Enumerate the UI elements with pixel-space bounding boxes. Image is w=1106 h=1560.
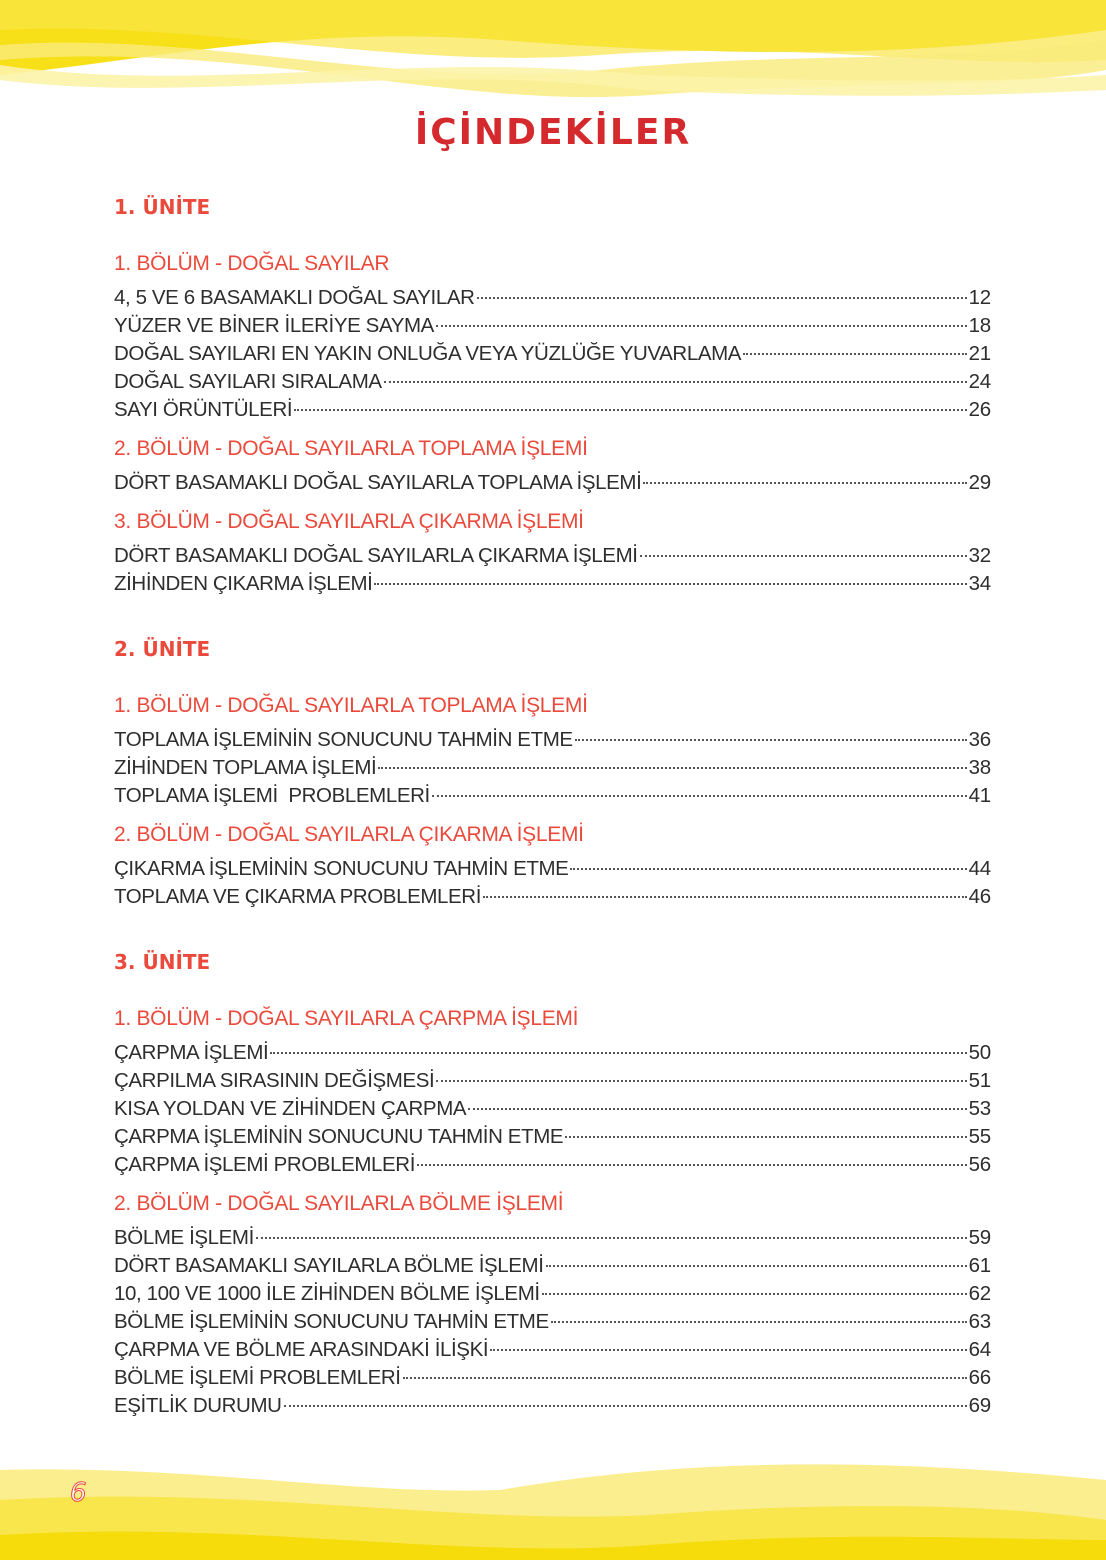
dot-leader bbox=[640, 555, 967, 557]
unit-heading: 2. ÜNİTE bbox=[114, 637, 211, 661]
entry-title: ÇIKARMA İŞLEMİNİN SONUCUNU TAHMİN ETME bbox=[114, 857, 569, 880]
toc-entry[interactable] bbox=[114, 1067, 991, 1095]
entry-title: TOPLAMA İŞLEMİ PROBLEMLERİ bbox=[114, 784, 430, 807]
toc-entry[interactable] bbox=[114, 396, 991, 424]
chapter-heading: 1. BÖLÜM - DOĞAL SAYILARLA ÇARPMA İŞLEMİ bbox=[114, 1007, 579, 1030]
toc-entry[interactable] bbox=[114, 782, 991, 810]
entry-title: DÖRT BASAMAKLI DOĞAL SAYILARLA ÇIKARMA İŞLEMİ bbox=[114, 544, 638, 567]
entry-title: ZİHİNDEN ÇIKARMA İŞLEMİ bbox=[114, 572, 373, 595]
dot-leader bbox=[490, 1349, 966, 1351]
dot-leader bbox=[432, 795, 967, 797]
toc-entry[interactable] bbox=[114, 1039, 991, 1067]
entry-page-number: 61 bbox=[968, 1254, 991, 1277]
toc-entry[interactable] bbox=[114, 726, 991, 754]
toc-entry[interactable] bbox=[114, 1151, 991, 1179]
toc-entry[interactable] bbox=[114, 368, 991, 396]
page-number: 6 bbox=[70, 1478, 87, 1508]
entry-title: ÇARPILMA SIRASININ DEĞİŞMESİ bbox=[114, 1069, 435, 1092]
dot-leader bbox=[417, 1164, 967, 1166]
entry-title: ÇARPMA İŞLEMİ bbox=[114, 1041, 269, 1064]
dot-leader bbox=[468, 1108, 966, 1110]
entry-title: ÇARPMA İŞLEMİNİN SONUCUNU TAHMİN ETME bbox=[114, 1125, 564, 1148]
dot-leader bbox=[575, 739, 967, 741]
top-wave-decoration bbox=[0, 0, 1106, 110]
entry-page-number: 38 bbox=[968, 756, 991, 779]
dot-leader bbox=[483, 896, 967, 898]
dot-leader bbox=[743, 353, 967, 355]
bottom-wave-decoration bbox=[0, 1445, 1106, 1560]
entry-page-number: 50 bbox=[968, 1041, 991, 1064]
entry-title: DÖRT BASAMAKLI SAYILARLA BÖLME İŞLEMİ bbox=[114, 1254, 544, 1277]
chapter-heading: 2. BÖLÜM - DOĞAL SAYILARLA BÖLME İŞLEMİ bbox=[114, 1192, 564, 1215]
chapter-heading: 3. BÖLÜM - DOĞAL SAYILARLA ÇIKARMA İŞLEMİ bbox=[114, 510, 584, 533]
entry-page-number: 69 bbox=[968, 1394, 991, 1417]
entry-title: 4, 5 VE 6 BASAMAKLI DOĞAL SAYILAR bbox=[114, 286, 475, 309]
entry-page-number: 46 bbox=[968, 885, 991, 908]
dot-leader bbox=[551, 1321, 967, 1323]
toc-entry[interactable] bbox=[114, 1308, 991, 1336]
entry-page-number: 56 bbox=[968, 1153, 991, 1176]
toc-entry[interactable] bbox=[114, 312, 991, 340]
entry-title: TOPLAMA İŞLEMİNİN SONUCUNU TAHMİN ETME bbox=[114, 728, 573, 751]
entry-page-number: 24 bbox=[968, 370, 991, 393]
entry-title: BÖLME İŞLEMİNİN SONUCUNU TAHMİN ETME bbox=[114, 1310, 549, 1333]
toc-entry[interactable] bbox=[114, 1224, 991, 1252]
dot-leader bbox=[477, 297, 967, 299]
dot-leader bbox=[436, 1080, 966, 1082]
entry-page-number: 32 bbox=[968, 544, 991, 567]
entry-title: TOPLAMA VE ÇIKARMA PROBLEMLERİ bbox=[114, 885, 481, 908]
entry-title: BÖLME İŞLEMİ PROBLEMLERİ bbox=[114, 1366, 401, 1389]
entry-page-number: 36 bbox=[968, 728, 991, 751]
dot-leader bbox=[546, 1265, 967, 1267]
dot-leader bbox=[378, 767, 966, 769]
entry-title: DOĞAL SAYILARI SIRALAMA bbox=[114, 370, 382, 393]
chapter-heading: 2. BÖLÜM - DOĞAL SAYILARLA TOPLAMA İŞLEMİ bbox=[114, 437, 588, 460]
entry-page-number: 55 bbox=[968, 1125, 991, 1148]
entry-title: BÖLME İŞLEMİ bbox=[114, 1226, 254, 1249]
entry-title: ÇARPMA İŞLEMİ PROBLEMLERİ bbox=[114, 1153, 416, 1176]
entry-page-number: 12 bbox=[968, 286, 991, 309]
entry-title: 10, 100 VE 1000 İLE ZİHİNDEN BÖLME İŞLEMİ bbox=[114, 1282, 540, 1305]
toc-entry[interactable] bbox=[114, 1280, 991, 1308]
toc-entry[interactable] bbox=[114, 754, 991, 782]
entry-title: ZİHİNDEN TOPLAMA İŞLEMİ bbox=[114, 756, 377, 779]
entry-page-number: 53 bbox=[968, 1097, 991, 1120]
unit-heading: 1. ÜNİTE bbox=[114, 195, 211, 219]
toc-entry[interactable] bbox=[114, 1336, 991, 1364]
entry-page-number: 64 bbox=[968, 1338, 991, 1361]
dot-leader bbox=[384, 381, 967, 383]
dot-leader bbox=[256, 1237, 967, 1239]
toc-entry[interactable] bbox=[114, 855, 991, 883]
toc-entry[interactable] bbox=[114, 1252, 991, 1280]
toc-entry[interactable] bbox=[114, 469, 991, 497]
toc-entry[interactable] bbox=[114, 883, 991, 911]
entry-page-number: 41 bbox=[968, 784, 991, 807]
dot-leader bbox=[294, 409, 966, 411]
unit-heading: 3. ÜNİTE bbox=[114, 950, 211, 974]
entry-title: EŞİTLİK DURUMU bbox=[114, 1394, 282, 1417]
dot-leader bbox=[565, 1136, 966, 1138]
entry-page-number: 59 bbox=[968, 1226, 991, 1249]
dot-leader bbox=[270, 1052, 966, 1054]
entry-title: YÜZER VE BİNER İLERİYE SAYMA bbox=[114, 314, 434, 337]
entry-title: KISA YOLDAN VE ZİHİNDEN ÇARPMA bbox=[114, 1097, 467, 1120]
entry-title: DOĞAL SAYILARI EN YAKIN ONLUĞA VEYA YÜZLÜĞE YUVARLAMA bbox=[114, 342, 742, 365]
entry-page-number: 26 bbox=[968, 398, 991, 421]
entry-page-number: 21 bbox=[968, 342, 991, 365]
dot-leader bbox=[403, 1377, 967, 1379]
toc-entry[interactable] bbox=[114, 570, 991, 598]
dot-leader bbox=[542, 1293, 967, 1295]
dot-leader bbox=[374, 583, 966, 585]
dot-leader bbox=[436, 325, 967, 327]
toc-entry[interactable] bbox=[114, 1392, 991, 1420]
entry-page-number: 34 bbox=[968, 572, 991, 595]
entry-title: SAYI ÖRÜNTÜLERİ bbox=[114, 398, 293, 421]
toc-entry[interactable] bbox=[114, 542, 991, 570]
dot-leader bbox=[570, 868, 966, 870]
entry-page-number: 51 bbox=[968, 1069, 991, 1092]
dot-leader bbox=[643, 482, 966, 484]
chapter-heading: 2. BÖLÜM - DOĞAL SAYILARLA ÇIKARMA İŞLEMİ bbox=[114, 823, 584, 846]
entry-title: ÇARPMA VE BÖLME ARASINDAKİ İLİŞKİ bbox=[114, 1338, 489, 1361]
page-title: İÇİNDEKİLER bbox=[414, 112, 692, 153]
chapter-heading: 1. BÖLÜM - DOĞAL SAYILARLA TOPLAMA İŞLEMİ bbox=[114, 694, 588, 717]
chapter-heading: 1. BÖLÜM - DOĞAL SAYILAR bbox=[114, 252, 390, 275]
entry-page-number: 62 bbox=[968, 1282, 991, 1305]
table-of-contents bbox=[114, 192, 991, 1420]
toc-entry[interactable] bbox=[114, 1364, 991, 1392]
entry-page-number: 66 bbox=[968, 1366, 991, 1389]
entry-page-number: 29 bbox=[968, 471, 991, 494]
toc-entry[interactable] bbox=[114, 340, 991, 368]
dot-leader bbox=[284, 1405, 967, 1407]
entry-page-number: 18 bbox=[968, 314, 991, 337]
entry-page-number: 63 bbox=[968, 1310, 991, 1333]
entry-title: DÖRT BASAMAKLI DOĞAL SAYILARLA TOPLAMA İŞLEMİ bbox=[114, 471, 642, 494]
toc-entry[interactable] bbox=[114, 284, 991, 312]
entry-page-number: 44 bbox=[968, 857, 991, 880]
toc-entry[interactable] bbox=[114, 1095, 991, 1123]
toc-entry[interactable] bbox=[114, 1123, 991, 1151]
